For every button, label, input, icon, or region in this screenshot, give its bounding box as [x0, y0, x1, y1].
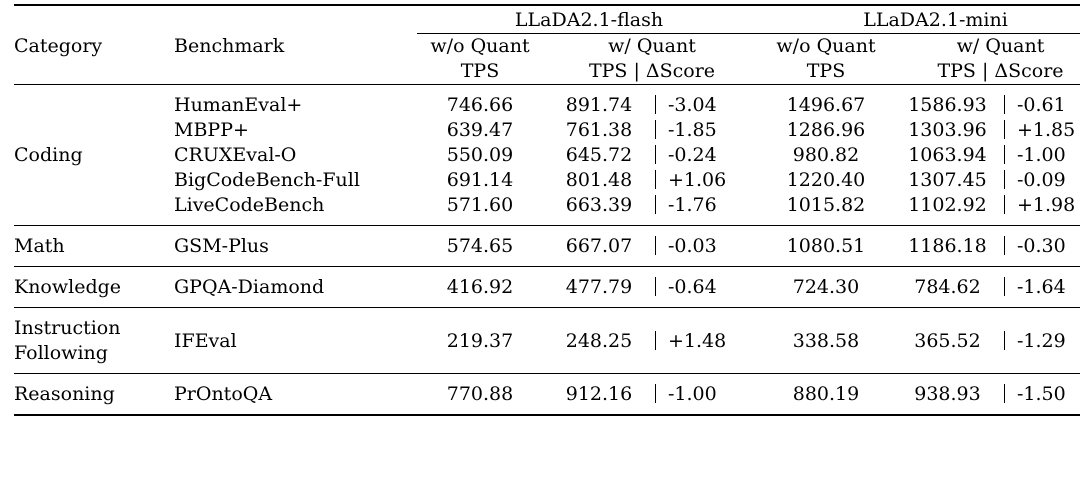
mini-dscore-value: +1.98	[1017, 194, 1076, 216]
header-row-groups	[14, 8, 1080, 34]
category-line-1: Instruction	[14, 317, 121, 339]
benchmark-name: GSM-Plus	[174, 235, 269, 257]
benchmark-name: GPQA-Diamond	[174, 276, 325, 298]
mini-w-quant-dscore	[1004, 382, 1080, 407]
mini-dscore-value: -1.64	[1017, 276, 1066, 298]
mini-dscore-value: -1.50	[1017, 383, 1066, 405]
header-group-mini: LLaDA2.1-mini	[761, 8, 1080, 34]
column-separator	[1004, 384, 1005, 403]
header-flash-w-quant: w/ Quant	[608, 35, 696, 57]
category-reasoning: Reasoning	[14, 383, 115, 405]
mini-dscore-value: -0.09	[1017, 169, 1066, 191]
flash-w-quant-dscore	[655, 193, 761, 218]
flash-w-quant-dscore	[655, 143, 761, 168]
mini-w-quant-dscore	[1004, 234, 1080, 259]
mini-w-quant-tps: 1307.45	[908, 169, 987, 191]
header-category: Category	[14, 34, 103, 57]
mini-w-quant-dscore	[1004, 316, 1080, 366]
category-instruction-following	[14, 316, 174, 366]
column-separator	[655, 170, 656, 189]
spacer	[14, 218, 1080, 226]
mini-dscore-value: -1.29	[1017, 329, 1066, 352]
flash-w-quant-tps: 801.48	[565, 169, 633, 191]
header-flash-wo-quant-tps: TPS	[460, 60, 500, 82]
mini-w-quant-tps: 1063.94	[908, 144, 987, 166]
table-row	[14, 193, 1080, 218]
flash-dscore-value: -0.03	[668, 235, 717, 257]
table-row	[14, 93, 1080, 118]
column-separator	[655, 236, 656, 255]
mini-w-quant-tps: 938.93	[914, 383, 981, 405]
flash-w-quant-tps: 891.74	[565, 94, 633, 116]
flash-wo-quant-tps: 219.37	[446, 329, 514, 352]
mini-w-quant-tps: 1186.18	[908, 235, 987, 257]
spacer	[14, 300, 1080, 308]
flash-dscore-value: -3.04	[668, 94, 717, 116]
mini-wo-quant-tps: 1080.51	[786, 235, 866, 257]
flash-w-quant-dscore	[655, 93, 761, 118]
table-row	[14, 143, 1080, 168]
column-separator	[655, 384, 656, 403]
header-benchmark: Benchmark	[174, 34, 285, 57]
header-mini-w-quant-metrics: TPS | ΔScore	[937, 60, 1064, 82]
flash-wo-quant-tps: 550.09	[446, 144, 514, 166]
table-row	[14, 234, 1080, 259]
flash-wo-quant-tps: 571.60	[446, 194, 514, 216]
mini-w-quant-dscore	[1004, 143, 1080, 168]
category-line-2: Following	[14, 342, 108, 364]
spacer	[14, 366, 1080, 374]
mini-dscore-value: -0.61	[1017, 94, 1066, 116]
table-row	[14, 316, 1080, 366]
flash-wo-quant-tps: 574.65	[446, 235, 514, 257]
flash-dscore-value: +1.06	[668, 169, 727, 191]
mini-w-quant-dscore	[1004, 118, 1080, 143]
table-row	[14, 382, 1080, 407]
flash-w-quant-dscore	[655, 168, 761, 193]
mini-w-quant-tps: 1303.96	[908, 119, 987, 141]
mini-wo-quant-tps: 1496.67	[786, 94, 866, 116]
spacer	[14, 309, 1080, 316]
mini-wo-quant-tps: 880.19	[792, 383, 860, 405]
mini-w-quant-tps: 784.62	[914, 276, 981, 298]
flash-dscore-value: -1.85	[668, 119, 717, 141]
mini-dscore-value: -0.30	[1017, 235, 1066, 257]
spacer	[14, 86, 1080, 93]
category-math: Math	[14, 235, 65, 257]
benchmark-name: CRUXEval-O	[174, 144, 297, 166]
mini-w-quant-dscore	[1004, 93, 1080, 118]
mini-wo-quant-tps: 1220.40	[786, 169, 866, 191]
mini-dscore-value: +1.85	[1017, 119, 1076, 141]
flash-w-quant-dscore	[655, 382, 761, 407]
mini-w-quant-dscore	[1004, 168, 1080, 193]
flash-wo-quant-tps: 746.66	[446, 94, 514, 116]
mini-wo-quant-tps: 980.82	[792, 144, 860, 166]
flash-w-quant-dscore	[655, 316, 761, 366]
benchmark-name: MBPP+	[174, 119, 249, 141]
flash-w-quant-tps: 645.72	[565, 144, 633, 166]
spacer	[14, 259, 1080, 267]
flash-w-quant-tps: 912.16	[565, 383, 633, 405]
flash-dscore-value: -1.76	[668, 194, 717, 216]
flash-dscore-value: -1.00	[668, 383, 717, 405]
category-coding: Coding	[14, 144, 83, 166]
column-separator	[655, 331, 656, 350]
flash-wo-quant-tps: 416.92	[446, 276, 514, 298]
table-row	[14, 275, 1080, 300]
flash-dscore-value: +1.48	[668, 329, 727, 352]
header-mini-wo-quant: w/o Quant	[776, 35, 876, 57]
flash-w-quant-dscore	[655, 275, 761, 300]
column-separator	[1004, 145, 1005, 164]
column-separator	[1004, 195, 1005, 214]
header-group-flash: LLaDA2.1-flash	[417, 8, 761, 34]
header-mini-w-quant: w/ Quant	[956, 35, 1045, 57]
spacer	[14, 227, 1080, 234]
results-table	[14, 4, 1080, 418]
mini-wo-quant-tps: 338.58	[792, 329, 860, 352]
flash-dscore-value: -0.64	[668, 276, 717, 298]
mini-wo-quant-tps: 1015.82	[786, 194, 866, 216]
benchmark-name: IFEval	[174, 329, 237, 352]
flash-w-quant-tps: 667.07	[565, 235, 633, 257]
column-separator	[655, 120, 656, 139]
table-row	[14, 118, 1080, 143]
category-knowledge: Knowledge	[14, 276, 122, 298]
flash-w-quant-dscore	[655, 234, 761, 259]
column-separator	[655, 95, 656, 114]
benchmark-name: PrOntoQA	[174, 383, 273, 405]
column-separator	[655, 145, 656, 164]
column-separator	[1004, 277, 1005, 296]
column-separator	[1004, 170, 1005, 189]
column-separator	[1004, 236, 1005, 255]
flash-w-quant-tps: 663.39	[565, 194, 633, 216]
mini-w-quant-tps: 1586.93	[908, 94, 987, 116]
mini-w-quant-tps: 1102.92	[908, 194, 987, 216]
flash-wo-quant-tps: 639.47	[446, 119, 514, 141]
benchmark-name: LiveCodeBench	[174, 194, 325, 216]
mini-w-quant-tps: 365.52	[914, 329, 981, 352]
flash-w-quant-tps: 761.38	[565, 119, 633, 141]
mini-w-quant-dscore	[1004, 193, 1080, 218]
header-mini-wo-quant-tps: TPS	[806, 60, 846, 82]
mini-wo-quant-tps: 1286.96	[786, 119, 866, 141]
column-separator	[655, 277, 656, 296]
column-separator	[1004, 95, 1005, 114]
spacer	[14, 407, 1080, 415]
table-row	[14, 168, 1080, 193]
flash-wo-quant-tps: 770.88	[446, 383, 514, 405]
flash-w-quant-tps: 248.25	[565, 329, 633, 352]
column-separator	[1004, 331, 1005, 350]
mini-w-quant-dscore	[1004, 275, 1080, 300]
flash-dscore-value: -0.24	[668, 144, 717, 166]
spacer	[14, 268, 1080, 275]
benchmark-name: HumanEval+	[174, 94, 303, 116]
results-table-container	[0, 4, 1080, 483]
column-separator	[655, 195, 656, 214]
spacer	[14, 375, 1080, 382]
flash-wo-quant-tps: 691.14	[446, 169, 514, 191]
mini-dscore-value: -1.00	[1017, 144, 1066, 166]
header-flash-wo-quant: w/o Quant	[430, 35, 530, 57]
table-bottom-rule	[14, 415, 1080, 418]
column-separator	[1004, 120, 1005, 139]
mini-wo-quant-tps: 724.30	[792, 276, 860, 298]
flash-w-quant-tps: 477.79	[565, 276, 633, 298]
flash-w-quant-dscore	[655, 118, 761, 143]
benchmark-name: BigCodeBench-Full	[174, 169, 360, 191]
header-flash-w-quant-metrics: TPS | ΔScore	[588, 60, 716, 82]
